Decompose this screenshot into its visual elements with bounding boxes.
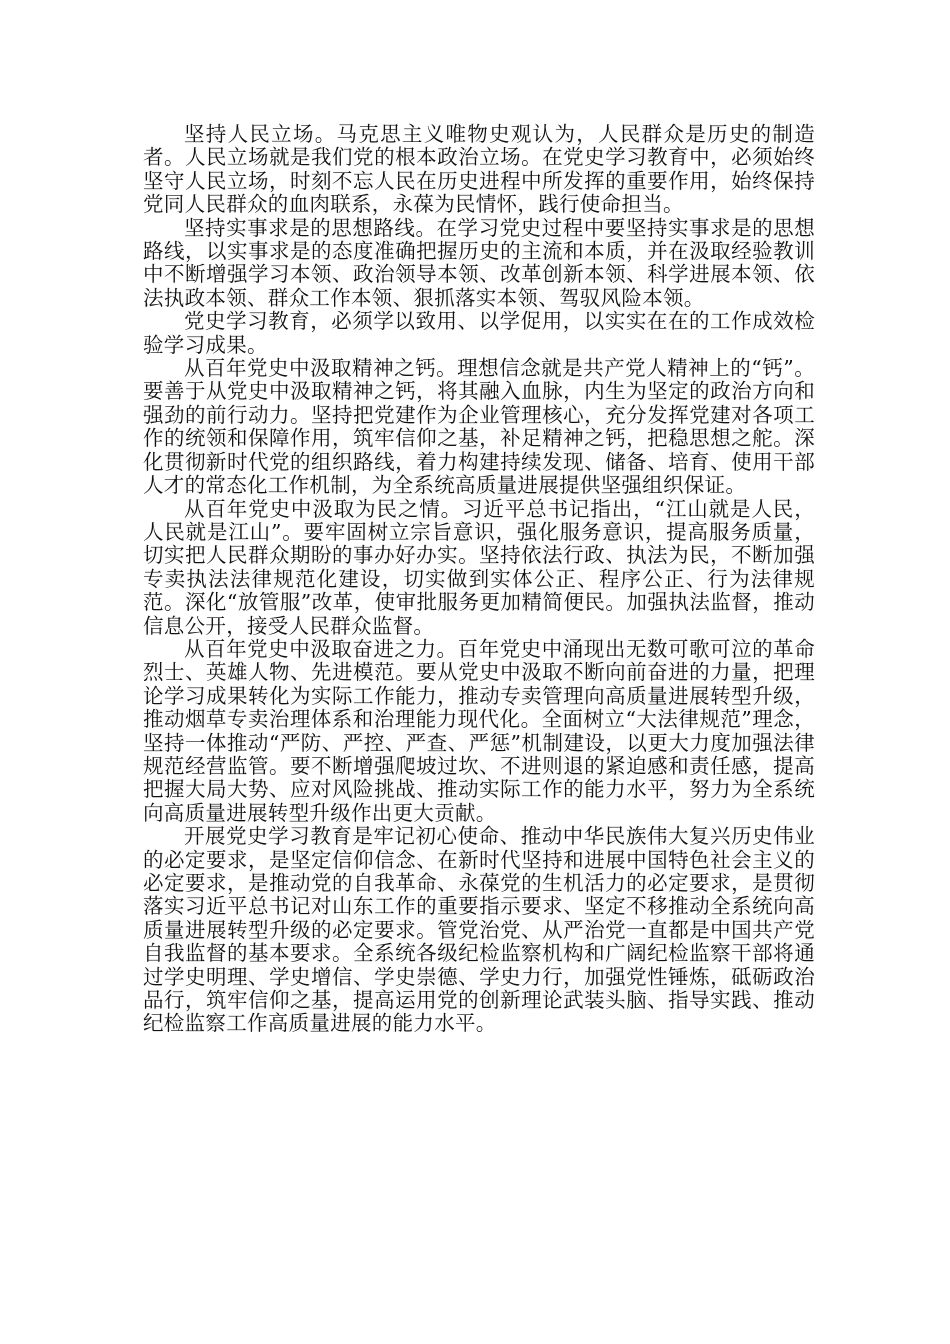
- document-body: [143, 123, 815, 1036]
- paragraph-striving-power: 从百年党史中汲取奋进之力。百年党史中涌现出无数可歌可泣的革命烈士、英雄人物、先进模范。要从党史中汲取不断向前奋进的力量，把理论学习成果转化为实际工作能力，推动专卖管理向高质量进展转型升级，推动烟草专卖治理体系和治理能力现代化。全面树立“大法律规范”理念，坚持一体推动“严防、严控、严查、严惩”机制建设，以更大力度加强法律规范经营监管。要不断增强爬坡过坎、不进则退的紧迫感和责任感，提高把握大局大势、应对风险挑战、推动实际工作的能力水平，努力为全系统向高质量进展转型升级作出更大贡献。: [143, 636, 815, 825]
- paragraph-people-stance: 坚持人民立场。马克思主义唯物史观认为，人民群众是历史的制造者。人民立场就是我们党的根本政治立场。在党史学习教育中，必须始终坚守人民立场，时刻不忘人民在历史进程中所发挥的重要作用，始终保持党同人民群众的血肉联系，永葆为民情怀，践行使命担当。: [143, 122, 815, 217]
- paragraph-spiritual-calcium: 从百年党史中汲取精神之钙。理想信念就是共产党人精神上的“钙”。要善于从党史中汲取精神之钙，将其融入血脉，内生为坚定的政治方向和强劲的前行动力。坚持把党建作为企业管理核心，充分发挥党建对各项工作的统领和保障作用，筑牢信仰之基，补足精神之钙，把稳思想之舵。深化贯彻新时代党的组织路线，着力构建持续发现、储备、培育、使用干部人才的常态化工作机制，为全系统高质量进展提供坚强组织保证。: [143, 356, 815, 498]
- paragraph-conclusion: 开展党史学习教育是牢记初心使命、推动中华民族伟大复兴历史伟业的必定要求，是坚定信仰信念、在新时代坚持和进展中国特色社会主义的必定要求，是推动党的自我革命、永葆党的生机活力的必定要求，是贯彻落实习近平总书记对山东工作的重要指示要求、坚定不移推动全系统向高质量进展转型升级的必定要求。管党治党、从严治党一直都是中国共产党自我监督的基本要求。全系统各级纪检监察机构和广阔纪检监察干部将通过学史明理、学史增信、学史崇德、学史力行，加强党性锤炼，砥砺政治品行，筑牢信仰之基，提高运用党的创新理论武装头脑、指导实践、推动纪检监察工作高质量进展的能力水平。: [143, 824, 815, 1036]
- paragraph-apply-learning: 党史学习教育，必须学以致用、以学促用，以实实在在的工作成效检验学习成果。: [143, 309, 815, 357]
- paragraph-seek-truth: 坚持实事求是的思想路线。在学习党史过程中要坚持实事求是的思想路线，以实事求是的态度准确把握历史的主流和本质，并在汲取经验教训中不断增强学习本领、政治领导本领、改革创新本领、科学进展本领、依法执政本领、群众工作本领、狠抓落实本领、驾驭风险本领。: [143, 215, 815, 310]
- paragraph-people-feeling: 从百年党史中汲取为民之情。习近平总书记指出，“江山就是人民，人民就是江山”。要牢固树立宗旨意识，强化服务意识，提高服务质量，切实把人民群众期盼的事办好办实。坚持依法行政、执法为民，不断加强专卖执法法律规范化建设，切实做到实体公正、程序公正、行为法律规范。深化“放管服”改革，使审批服务更加精简便民。加强执法监督，推动信息公开，接受人民群众监督。: [143, 496, 815, 638]
